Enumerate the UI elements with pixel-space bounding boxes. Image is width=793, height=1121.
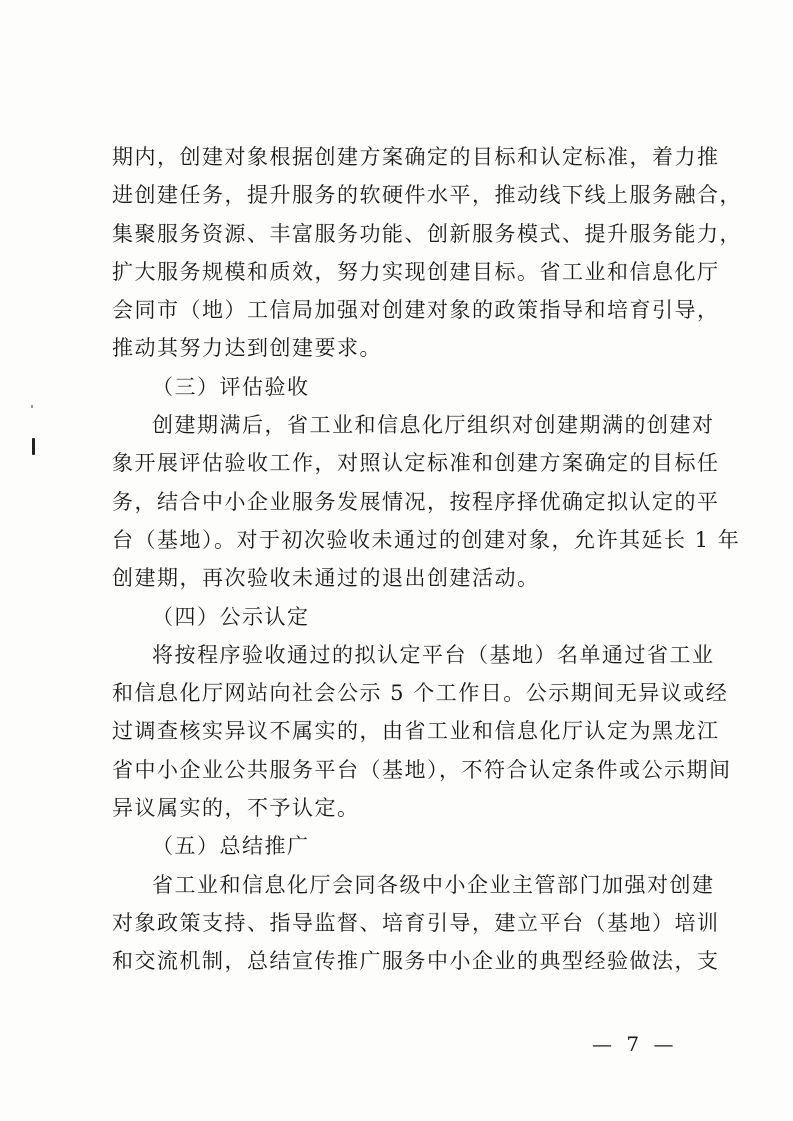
text-line: 推动其努力达到创建要求。 — [112, 336, 382, 361]
section-heading: （五）总结推广 — [152, 834, 310, 859]
text-line: 和交流机制，总结宣传推广服务中小企业的典型经验做法，支 — [112, 949, 720, 974]
text-line: 扩大服务规模和质效，努力实现创建目标。省工业和信息化厅 — [112, 259, 720, 284]
text-line: 创建期满后，省工业和信息化厅组织对创建期满的创建对 — [152, 413, 715, 438]
body-text — [112, 138, 742, 981]
section-heading: （三）评估验收 — [152, 374, 310, 399]
text-line: 将按程序验收通过的拟认定平台（基地）名单通过省工业 — [152, 642, 715, 667]
text-line: 省中小企业公共服务平台（基地），不符合认定条件或公示期间 — [112, 757, 732, 782]
page-number: — 7 — — [592, 1032, 678, 1056]
text-line: 集聚服务资源、丰富服务功能、创新服务模式、提升服务能力， — [112, 221, 742, 246]
text-line: 会同市（地）工信局加强对创建对象的政策指导和培育引导， — [112, 298, 720, 323]
text-line: 务，结合中小企业服务发展情况，按程序择优确定拟认定的平 — [112, 489, 720, 514]
scan-mark — [32, 438, 35, 455]
text-line: 期内，创建对象根据创建方案确定的目标和认定标准，着力推 — [112, 145, 720, 169]
text-line: 创建期，再次验收未通过的退出创建活动。 — [112, 566, 540, 591]
text-line: 异议属实的，不予认定。 — [112, 796, 360, 821]
text-line: 过调查核实异议不属实的，由省工业和信息化厅认定为黑龙江 — [112, 719, 720, 744]
text-line: 和信息化厅网站向社会公示 5 个工作日。公示期间无异议或经 — [112, 681, 729, 706]
text-line: 进创建任务，提升服务的软硬件水平，推动线下线上服务融合， — [112, 183, 742, 208]
scan-speck — [31, 405, 33, 408]
text-line: 对象政策支持、指导监督、培育引导，建立平台（基地）培训 — [112, 910, 720, 935]
text-line: 台（基地）。对于初次验收未通过的创建对象，允许其延长 1 年 — [112, 527, 741, 552]
text-line: 象开展评估验收工作，对照认定标准和创建方案确定的目标任 — [112, 451, 720, 476]
section-heading: （四）公示认定 — [152, 604, 310, 629]
text-line: 省工业和信息化厅会同各级中小企业主管部门加强对创建 — [152, 872, 715, 897]
